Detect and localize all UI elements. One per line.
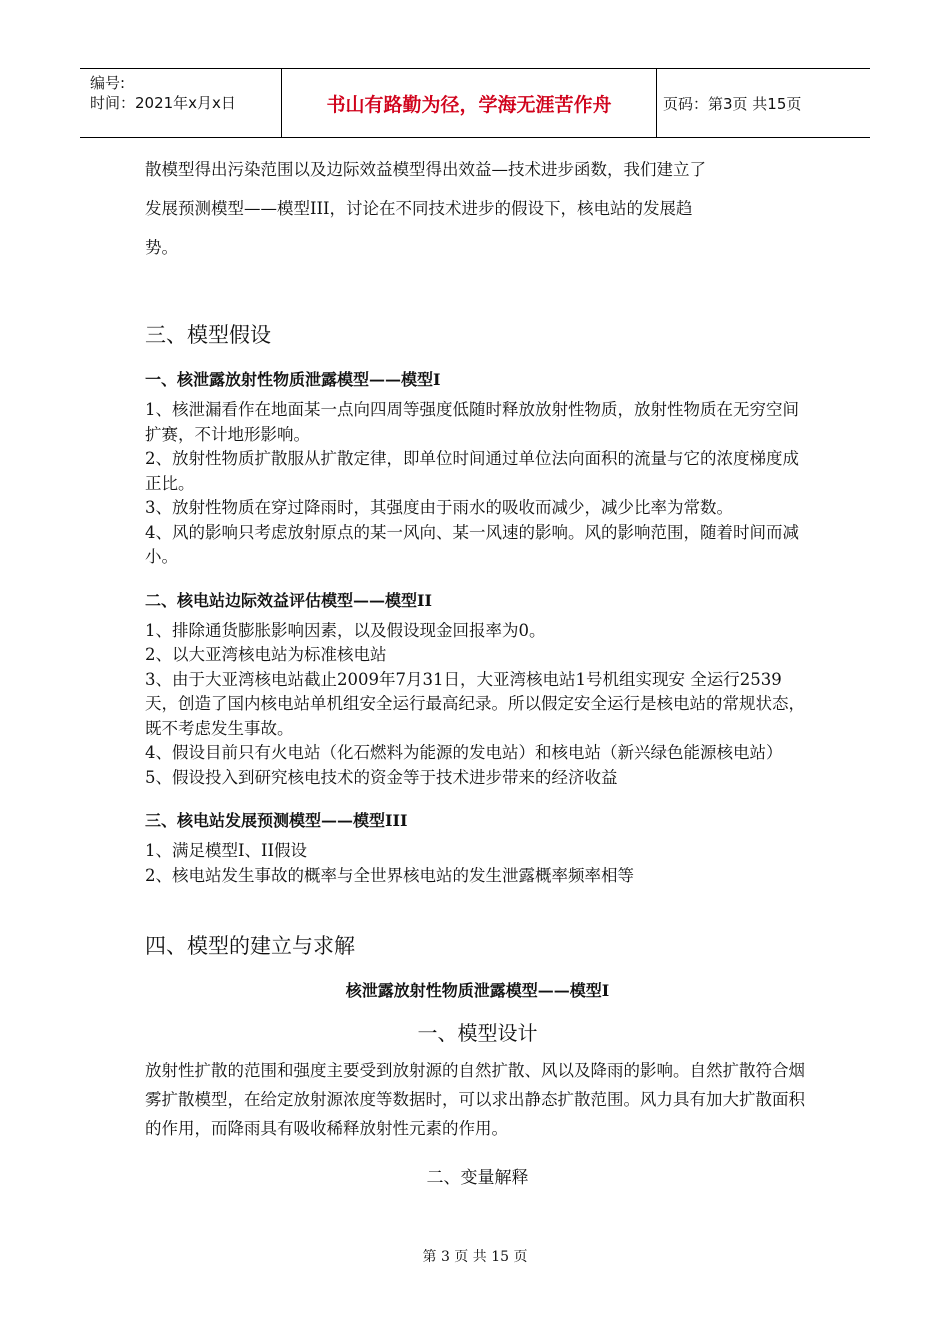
subsection-heading-model2: 二、核电站边际效益评估模型——模型II xyxy=(145,590,432,610)
intro-line: 发展预测模型——模型III，讨论在不同技术进步的假设下，核电站的发展趋 xyxy=(145,199,693,218)
assumption-item: 2、核电站发生事故的概率与全世界核电站的发生泄露概率频率相等 xyxy=(145,865,634,885)
header-motto: 书山有路勤为径，学海无涯苦作舟 xyxy=(282,69,657,137)
assumption-item: 2、以大亚湾核电站为标准核电站 xyxy=(145,645,387,664)
assumption-item: 5、假设投入到研究核电技术的资金等于技术进步带来的经济收益 xyxy=(145,767,618,787)
assumption-item: 4、风的影响只考虑放射原点的某一风向、某一风速的影响。风的影响范围，随着时间而减小。 xyxy=(145,522,799,566)
page-footer: 第 3 页 共 15 页 xyxy=(422,1249,528,1265)
variables-heading: 二、变量解释 xyxy=(426,1168,529,1188)
assumption-item: 3、放射性物质在穿过降雨时，其强度由于雨水的吸收而减少，减少比率为常数。 xyxy=(145,498,733,517)
section-heading-model-building: 四、模型的建立与求解 xyxy=(145,934,355,958)
subsection-heading-model1: 一、核泄露放射性物质泄露模型——模型I xyxy=(145,370,441,389)
time-label: 时间：2021年x月x日 xyxy=(90,94,236,112)
intro-line: 势。 xyxy=(145,238,178,257)
assumption-item: 2、放射性物质扩散服从扩散定律，即单位时间通过单位法向面积的流量与它的浓度梯度成正比。 xyxy=(145,449,799,493)
subsection-heading-model3: 三、核电站发展预测模型——模型III xyxy=(145,811,408,830)
header-left-cell xyxy=(80,69,282,137)
section-heading-assumptions: 三、模型假设 xyxy=(145,323,271,347)
page-header xyxy=(80,68,870,138)
model-design-paragraph: 放射性扩散的范围和强度主要受到放射源的自然扩散、风以及降雨的影响。自然扩散符合烟雾扩散模型，在给定放射源浓度等数据时，可以求出静态扩散范围。风力具有加大扩散面积的作用，而降雨具有吸收稀释放射性元素的作用。 xyxy=(145,1061,805,1138)
assumption-item: 4、假设目前只有火电站（化石燃料为能源的发电站）和核电站（新兴绿色能源核电站） xyxy=(145,743,783,762)
model-title: 核泄露放射性物质泄露模型——模型I xyxy=(345,981,610,1000)
assumption-item: 1、排除通货膨胀影响因素，以及假设现金回报率为0。 xyxy=(145,620,546,640)
assumption-item: 1、满足模型I、II假设 xyxy=(145,841,308,860)
intro-paragraph xyxy=(145,150,810,267)
number-label: 编号: xyxy=(90,74,126,92)
intro-line: 散模型得出污染范围以及边际效益模型得出效益—技术进步函数，我们建立了 xyxy=(145,160,706,179)
header-page-code: 页码：第3页 共15页 xyxy=(663,94,802,113)
model-design-heading: 一、模型设计 xyxy=(417,1021,538,1045)
document-body xyxy=(145,150,810,1188)
assumption-item: 3、由于大亚湾核电站截止2009年7月31日，大亚湾核电站1号机组实现安 全运行2539天，创造了国内核电站单机组安全运行最高纪录。所以假定安全运行是核电站的常规状态，既不考虑发生事故。 xyxy=(145,669,805,738)
assumption-item: 1、核泄漏看作在地面某一点向四周等强度低随时释放放射性物质，放射性物质在无穷空间扩赛，不计地形影响。 xyxy=(145,400,799,444)
